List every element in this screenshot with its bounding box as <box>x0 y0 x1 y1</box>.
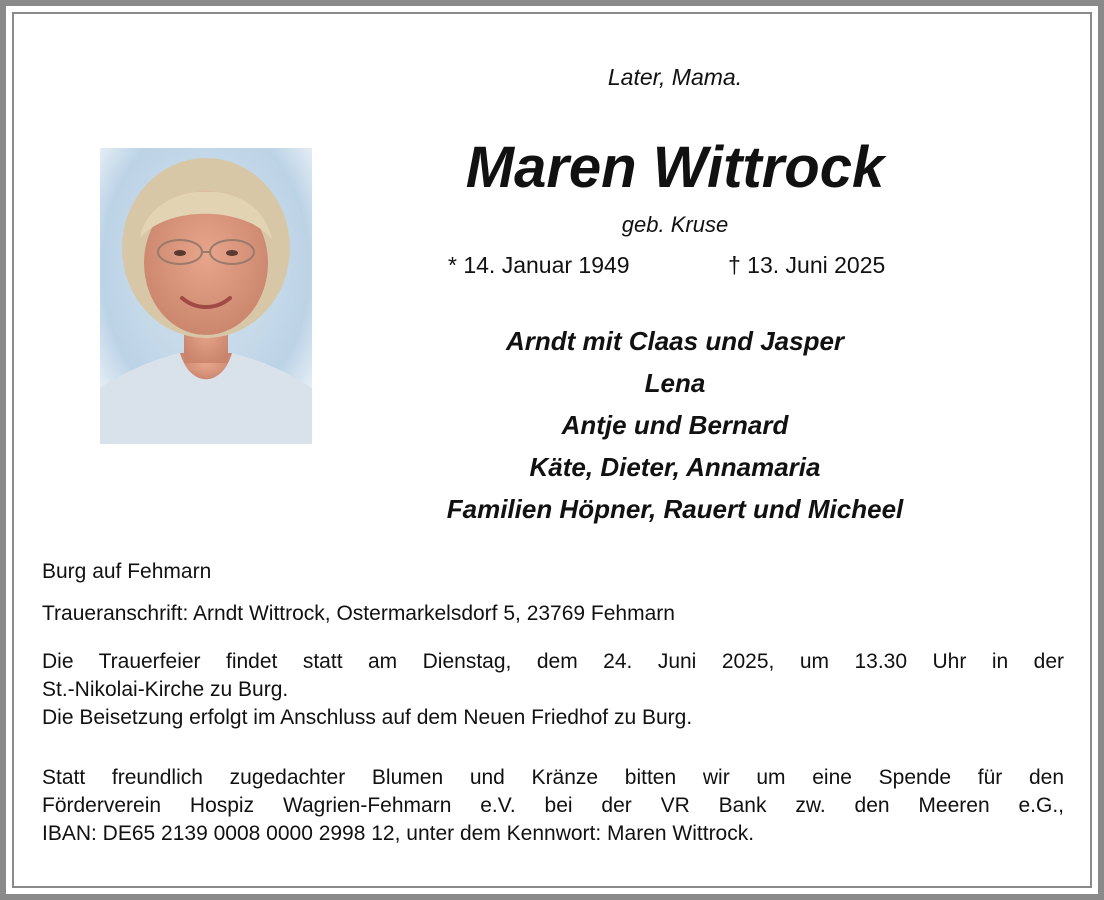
donation-line: Statt freundlich zugedachter Blumen und Kränze bitten wir um eine Spende für den <box>42 766 1064 789</box>
donation-info <box>42 764 1064 848</box>
maiden-name: geb. Kruse <box>621 212 729 237</box>
deceased-name: Maren Wittrock <box>465 135 885 200</box>
survivors-list <box>330 320 1020 530</box>
motto: Later, Mama. <box>607 64 743 90</box>
ceremony-line: Die Trauerfeier findet statt am Dienstag, dem 24. Juni 2025, um 13.30 Uhr in der <box>42 650 1064 673</box>
survivor-line: Käte, Dieter, Annamaria <box>529 452 821 482</box>
survivor-line: Antje und Bernard <box>561 410 789 440</box>
portrait-photo <box>100 148 312 444</box>
survivor-line: Familien Höpner, Rauert und Micheel <box>446 494 904 524</box>
death-date: † 13. Juni 2025 <box>728 252 886 278</box>
place-of-residence: Burg auf Fehmarn <box>42 560 212 583</box>
mourning-address: Traueranschrift: Arndt Wittrock, Ostermarkelsdorf 5, 23769 Fehmarn <box>42 602 675 625</box>
survivor-line: Lena <box>644 368 706 398</box>
survivor-line: Arndt mit Claas und Jasper <box>505 326 845 356</box>
burial-line: Die Beisetzung erfolgt im Anschluss auf dem Neuen Friedhof zu Burg. <box>42 706 693 729</box>
portrait-illustration <box>100 148 312 444</box>
ceremony-line: St.-Nikolai-Kirche zu Burg. <box>42 678 289 701</box>
donation-line: Förderverein Hospiz Wagrien-Fehmarn e.V. bei der VR Bank zw. den Meeren e.G., <box>42 794 1064 817</box>
ceremony-info <box>42 648 1064 732</box>
birth-date: * 14. Januar 1949 <box>448 252 630 278</box>
donation-line: IBAN: DE65 2139 0008 0000 2998 12, unter dem Kennwort: Maren Wittrock. <box>42 822 755 845</box>
